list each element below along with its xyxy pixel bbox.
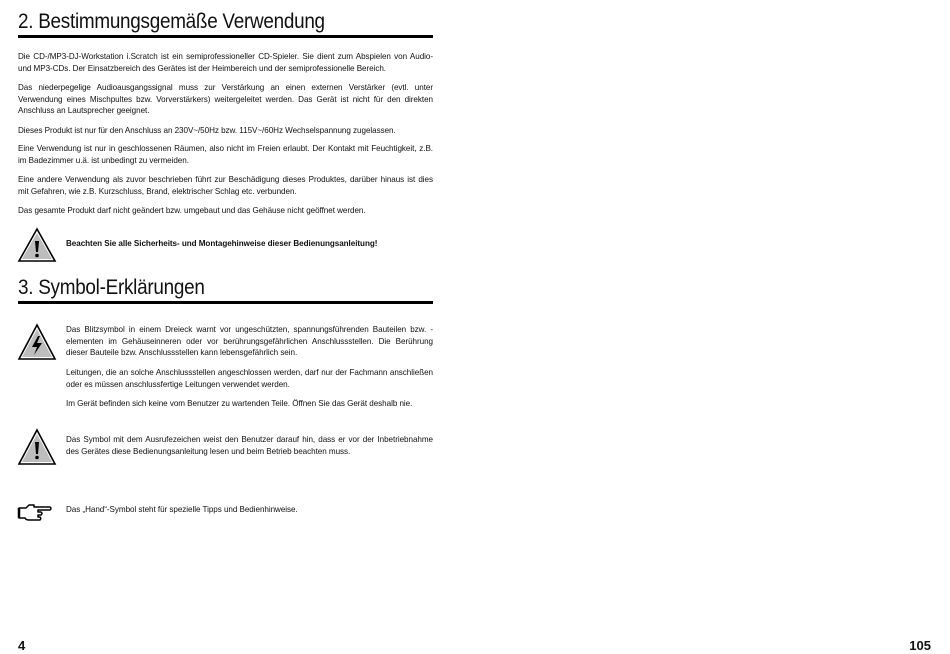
section-3-rule	[18, 301, 433, 304]
section-2-paragraph-2: Das niederpegelige Audioausgangssignal muss zur Verstärkung an einen externen Verstärker (evtl. unter Verwendung eines Mischpultes bzw. Vorverstärkers) weitergeleitet werden. Das Gerät ist nicht für den direkten Anschluss an Lautsprecher geeignet.	[18, 83, 433, 116]
section-2-title: 2. Bestimmungsgemäße Verwendung	[18, 10, 325, 33]
lightning-triangle-icon	[17, 323, 57, 361]
safety-warning-text: Beachten Sie alle Sicherheits- und Montagehinweise dieser Bedienungsanleitung!	[66, 239, 378, 248]
right-page-number: 105	[909, 638, 931, 653]
section-2-paragraph-5: Eine andere Verwendung als zuvor beschrieben führt zur Beschädigung dieses Produktes, darüber hinaus ist dies mit Gefahren, wie z.B. Kurzschluss, Brand, elektrischer Schlag etc. verbunden.	[18, 175, 433, 196]
lightning-paragraph-2: Leitungen, die an solche Anschlussstellen angeschlossen werden, darf nur der Fachmann anschließen oder es müssen anschlussfertige Leitungen verwendet werden.	[66, 368, 433, 389]
section-2-paragraph-4: Eine Verwendung ist nur in geschlossenen Räumen, also nicht im Freien erlaubt. Der Kontakt mit Feuchtigkeit, z.B. im Badezimmer u.ä. ist unbedingt zu vermeiden.	[18, 144, 433, 165]
hand-paragraph: Das „Hand“-Symbol steht für spezielle Tipps und Bedienhinweise.	[66, 505, 298, 514]
section-2-paragraph-3: Dieses Produkt ist nur für den Anschluss an 230V~/50Hz bzw. 115V~/60Hz Wechselspannung zugelassen.	[18, 126, 396, 135]
section-2-rule	[18, 35, 433, 38]
lightning-paragraph-3: Im Gerät befinden sich keine vom Benutzer zu wartenden Teile. Öffnen Sie das Gerät deshalb nie.	[66, 399, 413, 408]
section-3-title: 3. Symbol-Erklärungen	[18, 276, 205, 299]
exclamation-triangle-icon-2	[17, 428, 57, 466]
lightning-paragraph-1: Das Blitzsymbol in einem Dreieck warnt vor ungeschützten, spannungsführenden Bauteilen bzw. -elementen im Gehäuseinneren oder vor berührungsgefährlichen Anschlussstellen. Die Berührung dieser Bauteile bzw. Anschlussstellen kann lebensgefährlich sein.	[66, 325, 433, 358]
section-2-paragraph-6: Das gesamte Produkt darf nicht geändert bzw. umgebaut und das Gehäuse nicht geöffnet werden.	[18, 206, 366, 215]
left-page-number: 4	[18, 638, 26, 653]
section-2-paragraph-1: Die CD-/MP3-DJ-Workstation i.Scratch ist ein semiprofessioneller CD-Spieler. Sie dient zum Abspielen von Audio- und MP3-CDs. Der Einsatzbereich des Gerätes ist der Heimbereich und der semiprofessionelle Bereich.	[18, 52, 433, 73]
exclamation-paragraph: Das Symbol mit dem Ausrufezeichen weist den Benutzer darauf hin, dass er vor der Inbetriebnahme des Gerätes diese Bedienungsanleitung lesen und beim Betrieb beachten muss.	[66, 435, 433, 456]
exclamation-triangle-icon	[17, 227, 57, 263]
pointing-hand-icon	[17, 503, 53, 523]
